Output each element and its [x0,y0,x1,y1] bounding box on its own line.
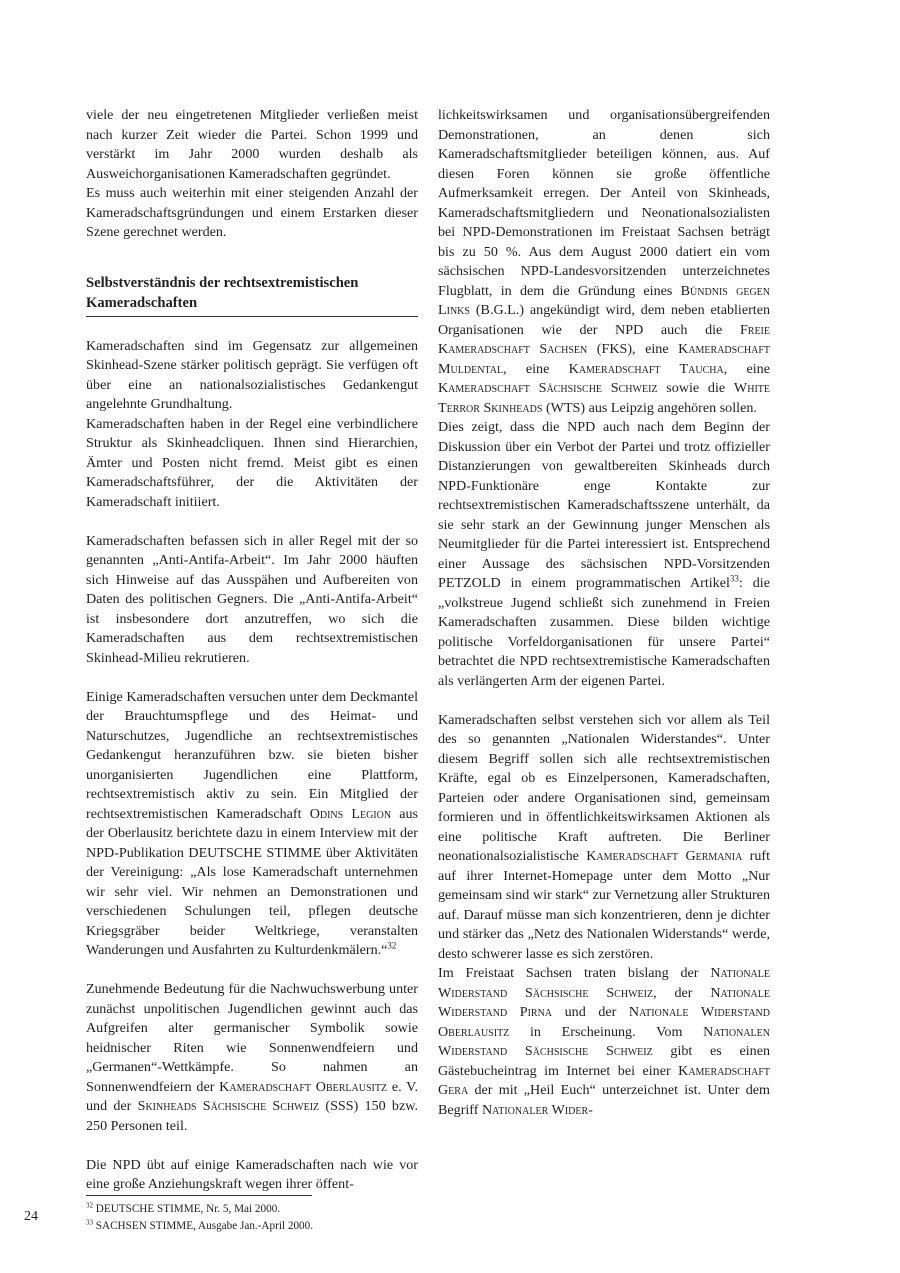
right-column [438,106,770,1120]
page-number: 24 [24,1209,38,1224]
paragraph: viele der neu eingetretenen Mitglieder verließen meist nach kurzer Zeit wieder die Partei. Schon 1999 und verstärkt im Jahr 2000 wurden deshalb als Ausweichorganisationen Kameradschaften gegründet. [86,107,418,182]
section-heading: Selbstverständnis der rechtsextremistischen Kameradschaften [86,273,418,317]
paragraph: Zunehmende Bedeutung für die Nachwuchswerbung unter zunächst unpolitischen Jugendlichen gewinnt auch das Aufgreifen alter germanischer Symbolik sowie heidnischer Riten wie Sonnenwendfeiern und „Germanen“-Wettkämpfe. So nahmen an Sonnenwendfeiern der Kameradschaft Oberlausitz e. V. und der Skinheads Sächsische Schweiz (SSS) 150 bzw. 250 Personen teil. [86,981,418,1134]
footnotes [86,1201,486,1235]
footnote-ref: 33 [729,573,739,584]
paragraph: Kameradschaften selbst verstehen sich vor allem als Teil des so genannten „Nationalen Widerstandes“. Unter diesem Begriff sollen sich alle rechtsextremistischen Kräfte, egal ob es Einzelpersonen, Kameradschaften, Parteien oder andere Organisationen sind, gemeinsam formieren und in öffentlichkeitswirksamen Aktionen als eine politische Kraft auftreten. Die Berliner neonationalsozialistische Kameradschaft Germania ruft auf ihrer Internet-Homepage unter dem Motto „Nur gemeinsam sind wir stark“ zur Vernetzung aller Strukturen auf. Darauf müsse man sich konzentrieren, denn je dichter und stärker das „Netz des Nationalen Widerstands“ werde, desto schwerer lasse es sich zerstören. [438,711,771,962]
paragraph: Dies zeigt, dass die NPD auch nach dem Beginn der Diskussion über ein Verbot der Partei und trotz offizieller Distanzierungen von gewaltbereiten Skinheads durch NPD-Funktionäre enge Kontakte zur rechtsextremistischen Kameradschaftsszene unterhält, da sie sehr stark an der Gewinnung junger Menschen als Neumitglieder für die Partei interessiert ist. Entsprechend einer Aussage des sächsischen NPD-Vorsitzenden PETZOLD in einem programmatischen Artikel$^{33}$: die „volkstreue Jugend schließt sich zunehmend in Freien Kameradschaften zusammen. Diese bilden wichtige politische Vorfeldorganisationen für unsere Partei“ betrachtet die NPD rechtsextremistische Kameradschaften als verlängerten Arm der eigenen Partei. [438,419,770,689]
paragraph: Kameradschaften haben in der Regel eine verbindlichere Struktur als Skinheadcliquen. Ihnen sind Hierarchien, Ämter und Posten nicht fremd. Meist gibt es einen Kameradschaftsführer, der die Aktivitäten der Kameradschaft initiiert. [86,415,418,510]
footnote-ref: 32 [387,940,397,951]
paragraph: Kameradschaften befassen sich in aller Regel mit der so genannten „Anti-Antifa-Arbeit“. Im Jahr 2000 häuften sich Hinweise auf das Ausspähen und Aufbereiten von Daten des politischen Gegners. Die „Anti-Antifa-Arbeit“ ist insbesondere dort anzutreffen, wo sich die Kameradschaften aus dem rechtsextremistischen Skinhead-Milieu rekrutieren. [86,532,418,666]
footnote: $^{33}$ SACHSEN STIMME, Ausgabe Jan.-April 2000. [86,1218,314,1232]
footnote: $^{32}$ DEUTSCHE STIMME, Nr. 5, Mai 2000. [86,1201,281,1215]
paragraph: Die NPD übt auf einige Kameradschaften nach wie vor eine große Anziehungskraft wegen ihrer öffent- [86,1156,418,1192]
paragraph: Im Freistaat Sachsen traten bislang der Nationale Widerstand Sächsische Schweiz, der Nationale Widerstand Pirna und der Nationale Widerstand Oberlausitz in Erscheinung. Vom Nationalen Widerstand Sächsische Schweiz gibt es einen Gästebucheintrag im Internet bei einer Kameradschaft Gera der mit „Heil Euch“ unterzeichnet ist. Unter dem Begriff Nationaler Wider- [438,965,770,1118]
paragraph: lichkeitswirksamen und organisationsübergreifenden Demonstrationen, an denen sich Kameradschaftsmitglieder beteiligen können, aus. Auf diesen Foren können sie große öffentliche Aufmerksamkeit erregen. Der Anteil von Skinheads, Kameradschaftsmitgliedern und Neonationalsozialisten bei NPD-Demonstrationen im Freistaat Sachsen beträgt bis zu 50 %. Aus dem August 2000 datiert ein vom sächsischen NPD-Landesvorsitzenden unterzeichnetes Flugblatt, in dem die Gründung eines Bündnis gegen Links (B.G.L.) angekündigt wird, dem neben etablierten Organisationen wie der NPD auch die Freie Kameradschaft Sachsen (FKS), eine Kameradschaft Muldental, eine Kameradschaft Taucha, eine Kameradschaft Sächsische Schweiz sowie die White Terror Skinheads (WTS) aus Leipzig angehören sollen. [438,107,770,416]
footnote-divider [86,1195,312,1196]
paragraph: Kameradschaften sind im Gegensatz zur allgemeinen Skinhead-Szene stärker politisch geprägt. Sie verfügen oft über eine an nationalsozialistisches Gedankengut angelehnte Grundhaltung. [86,337,418,412]
left-column [86,106,418,1195]
paragraph: Einige Kameradschaften versuchen unter dem Deckmantel der Brauchtumspflege und des Heimat- und Naturschutzes, Jugendliche an rechtsextremistisches Gedankengut heranzuführen bzw. sie bieten bisher unorganisierten Jugendlichen eine Plattform, rechtsextremistisch aktiv zu sein. Ein Mitglied der rechtsextremistischen Kameradschaft Odins Legion aus der Oberlausitz berichtete dazu in einem Interview mit der NPD-Publikation DEUTSCHE STIMME über Aktivitäten der Vereinigung: „Als lose Kameradschaft unternehmen wir sehr viel. Wir nehmen an Demonstrationen und verschiedenen Schulungen teil, pflegen deutsche Kriegsgräber beider Weltkriege, veranstalten Wanderungen und Ausfahrten zu Kulturdenkmälern.“$^{32}$ [86,688,419,958]
paragraph: Es muss auch weiterhin mit einer steigenden Anzahl der Kameradschaftsgründungen und einem Erstarken dieser Szene gerechnet werden. [86,185,418,240]
